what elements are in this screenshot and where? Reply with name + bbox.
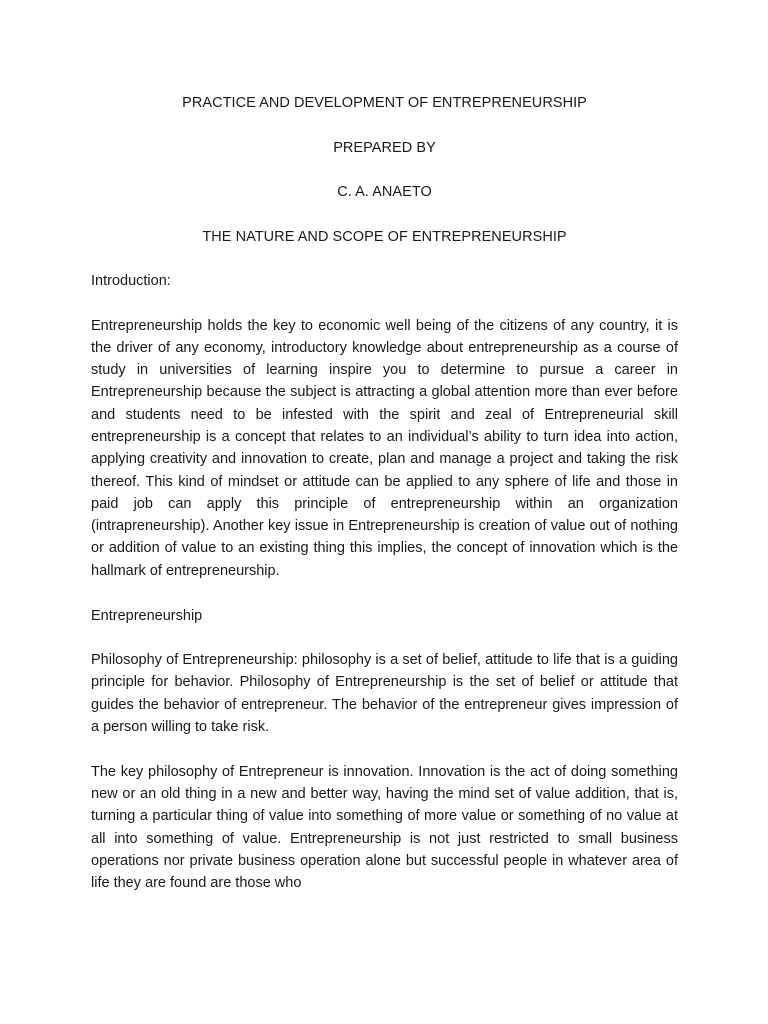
introduction-heading: Introduction: [91,273,171,289]
document-body [91,92,678,895]
philosophy-text: philosophy is a set of belief, attitude to life that is a guiding principle for behavior. Philosophy of Entrepreneurship is the set of belief or attitude that guides the behavior of entrepreneur. The behavior of the entrepreneur gives impression of a person willing to take risk. [91,652,678,735]
document-title: PRACTICE AND DEVELOPMENT OF ENTREPRENEURSHIP [182,95,587,111]
introduction-paragraph: Entrepreneurship holds the key to economic well being of the citizens of any country, it is the driver of any economy, introductory knowledge about entrepreneurship as a course of study in universities of learning inspire you to determine to pursue a career in Entrepreneurship because the subject is attracting a global attention more than ever before and students need to be infested with the spirit and zeal of Entrepreneurial skill entrepreneurship is a concept that relates to an individual’s ability to turn idea into action, applying creativity and innovation to create, plan and manage a project and taking the risk thereof. This kind of mindset or attitude can be applied to any sphere of life and those in paid job can apply this principle of entrepreneurship within an organization (intrapreneurship). Another key issue in Entrepreneurship is creation of value out of nothing or addition of value to an existing thing this implies, the concept of innovation which is the hallmark of entrepreneurship. [91,317,678,579]
philosophy-lead: Philosophy of Entrepreneurship: [91,652,298,669]
author-name: C. A. ANAETO [337,184,432,200]
prepared-by-label: PREPARED BY [333,139,436,156]
philosophy-paragraph [91,649,678,738]
entrepreneurship-heading: Entrepreneurship [91,607,203,624]
key-philosophy-paragraph: The key philosophy of Entrepreneur is innovation. Innovation is the act of doing something new or an old thing in a new and better way, having the mind set of value addition, that is, turning a particular thing of value into something of more value or something of no value at all into something of value. Entrepreneurship is not just restricted to small business operations nor private business operation alone but successful people in whatever area of life they are found are those who [91,763,678,892]
section-title: THE NATURE AND SCOPE OF ENTREPRENEURSHIP [202,228,567,245]
